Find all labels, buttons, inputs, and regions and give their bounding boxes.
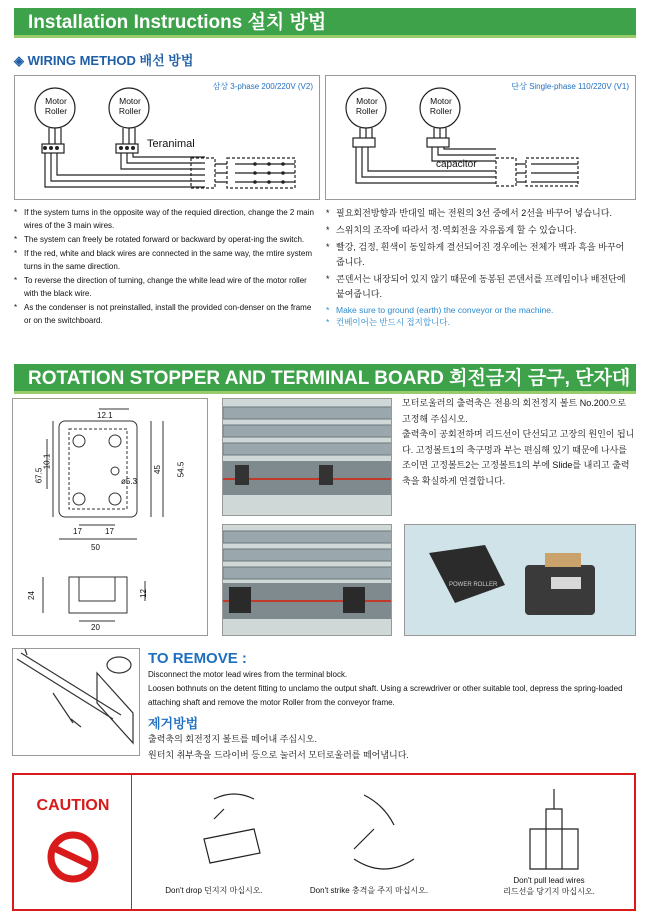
panel-title-3phase: 삼상 3-phase 200/220V (V2) [212, 82, 313, 91]
remove-line-kr-1: 출력축의 회전정지 볼트를 떼어내 주십시오. [148, 734, 317, 744]
ground-note-kr: * 컨베이어는 반드시 접지합니다. [326, 317, 450, 327]
wiring-notes-en [14, 206, 316, 328]
caution-caption-pull: Don't pull lead wires 리드선을 당기지 마십시오. [503, 876, 595, 896]
motor-label-left-2: Motor Roller [118, 96, 142, 116]
stopper-text [402, 396, 636, 489]
note-kr-3: * 빨강, 검정, 흰색이 동일하게 결선되어진 경우에는 전체가 백과 흑을 바꾸어 줍니다. [326, 242, 625, 267]
motor-label-right-2: Motor Roller [429, 96, 453, 116]
note-en-4: * To reverse the direction of turning, change the white lead wire of the motor roller with the black wire. [14, 276, 307, 298]
caution-box [12, 773, 636, 911]
caution-caption-drop: Don't drop 던지지 마십시오. [165, 886, 263, 895]
section-header-rotation-stopper: ROTATION STOPPER AND TERMINAL BOARD 회전금지 금구, 단자대 [14, 364, 636, 394]
dim-10-1: 10.1 [42, 453, 52, 470]
wiring-subtitle: ◈ WIRING METHOD 배선 방법 [14, 53, 194, 68]
terminal-label: Teranimal [147, 138, 195, 150]
dim-diameter: ø5.3 [121, 477, 138, 486]
caution-illustrations [134, 779, 634, 889]
dim-67-5: 67.5 [34, 467, 44, 484]
motor-label-left-1: Motor Roller [44, 96, 68, 116]
section-header-installation: Installation Instructions 설치 방법 [14, 8, 636, 38]
stopper-text-1: 모터로울러의 출력축은 전용의 회전정지 볼트 No.200으로 고정해 주십시오. [402, 398, 627, 424]
bracket-drawing [12, 398, 208, 636]
remove-line-en-1: Disconnect the motor lead wires from the terminal block. [148, 670, 348, 679]
note-en-3: * If the red, white and black wires are connected in the same way, the rntire system turns in the same direction. [14, 249, 312, 271]
dim-54-5: 54.5 [176, 461, 186, 478]
dim-12-1: 12.1 [97, 411, 113, 420]
dim-24: 24 [26, 591, 36, 600]
dim-50: 50 [91, 543, 100, 552]
conveyor-photo-1 [222, 398, 392, 516]
caution-caption-strike: Don't strike 충격을 주지 마십시오. [309, 886, 429, 895]
terminal-photo-label: POWER ROLLER [449, 582, 498, 588]
caution-label-cell [14, 775, 132, 909]
remove-line-en-2: Loosen bothnuts on the detent fitting to unclamo the output shaft. Using a screwdriver or other suitable tool, depress the spring-loaded attaching shaft and remove the motor Roller from the conveyor frame. [148, 684, 623, 707]
no-entry-icon [14, 775, 132, 909]
remove-line-kr-2: 원터치 취부축을 드라이버 등으로 눌러서 모터로울러를 떼어냅니다. [148, 750, 409, 760]
caution-title: CAUTION [36, 797, 110, 814]
note-en-5: * As the condenser is not preinstalled, install the provided con-denser on the frame or on the switchboard. [14, 303, 312, 325]
remove-text-en [148, 668, 636, 710]
wiring-diagram-1phase [326, 76, 637, 201]
conveyor-photo-2 [222, 524, 392, 636]
dim-17a: 17 [73, 527, 82, 536]
motor-label-right-1: Motor Roller [355, 96, 379, 116]
remove-title-kr: 제거방법 [148, 716, 199, 731]
wiring-panel-3phase [14, 75, 320, 200]
remove-text-kr [148, 731, 636, 763]
wiring-panel-1phase [325, 75, 636, 200]
stopper-text-3: 조이면 고정볼트2는 고정볼트1의 부에 Slide를 내리고 출력축을 확실하게 연결합니다. [402, 460, 630, 486]
ground-note-en: * Make sure to ground (earth) the conveyor or the machine. [326, 305, 554, 315]
remove-title: TO REMOVE : [148, 650, 247, 667]
wiring-notes-kr [326, 206, 634, 328]
note-en-2: * The system can freely be rotated forward or backward by operat-ing the switch. [14, 235, 305, 244]
stopper-text-2: 출력축이 공회전하며 리드선이 단선되고 고장의 원인이 됩니다. 고정볼트1의 축구멍과 부는 편심해 있기 때문에 나사를 [402, 429, 635, 455]
dim-20: 20 [91, 623, 100, 632]
terminal-board-photo [404, 524, 636, 636]
remove-illustration [12, 648, 140, 756]
capacitor-label: capacitor [436, 159, 477, 170]
note-kr-1: * 필요회전방향과 반대일 때는 전원의 3선 중에서 2선을 바꾸어 넣습니다. [326, 208, 612, 218]
dim-12: 12 [138, 589, 148, 598]
dim-45: 45 [152, 465, 162, 474]
note-en-1: * If the system turns in the opposite way of the requied direction, change the 2 main wires of the 3 main wires. [14, 208, 314, 230]
dim-17b: 17 [105, 527, 114, 536]
note-kr-2: * 스위치의 조작에 따라서 정·역회전을 자유롭게 할 수 있습니다. [326, 225, 577, 235]
note-kr-4: * 콘덴서는 내장되어 있지 않기 때문에 동봉된 콘덴서를 프레임이나 배전단에 붙여줍니다. [326, 274, 626, 299]
panel-title-1phase: 단상 Single-phase 110/220V (V1) [511, 82, 629, 91]
